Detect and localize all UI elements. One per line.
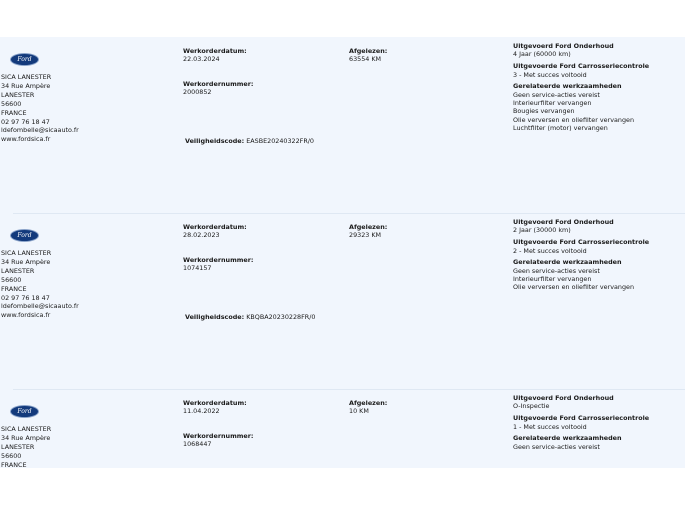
security-code-value: KBQBA20230228FR/0: [246, 313, 316, 321]
maintenance-value: O-Inspectie: [513, 402, 550, 411]
record-divider: [13, 389, 685, 390]
related-work-label: Gerelateerde werkzaamheden: [513, 434, 622, 443]
service-record: [0, 389, 685, 468]
maintenance-label: Uitgevoerd Ford Onderhoud: [513, 394, 614, 402]
related-work-item: Interieurfilter vervangen: [513, 275, 592, 284]
dealer-name: SICA LANESTER: [1, 249, 52, 257]
service-record: [0, 213, 685, 389]
record-divider: [13, 213, 685, 214]
odometer-value: 63554 KM: [349, 55, 382, 64]
security-code-value: EASBE20240322FR/0: [246, 137, 314, 145]
body-check-label: Uitgevoerde Ford Carrosseriecontrole: [513, 414, 650, 423]
work-order-date-value: 28.02.2023: [183, 231, 220, 240]
related-work-item: Interieurfilter vervangen: [513, 99, 592, 108]
dealer-country: FRANCE: [1, 460, 27, 468]
body-check-value: 1 - Met succes voltooid: [513, 422, 587, 431]
dealer-address: [1, 425, 51, 468]
dealer-address: [1, 249, 79, 320]
work-order-number-label: Werkordernummer:: [183, 80, 254, 88]
service-details: [513, 42, 649, 136]
related-work-item: Geen service-acties vereist: [513, 266, 600, 275]
dealer-country: FRANCE: [1, 284, 27, 293]
body-check-value: 3 - Met succes voltooid: [513, 70, 587, 79]
related-work-item: Geen service-acties vereist: [513, 90, 600, 99]
related-work-item: Geen service-acties vereist: [513, 442, 600, 451]
dealer-email: ldefombelle@sicaauto.fr: [1, 302, 79, 311]
work-order-date-label: Werkorderdatum:: [183, 223, 247, 231]
dealer-website: www.fordsica.fr: [1, 311, 51, 320]
work-order-date-value: 22.03.2024: [183, 55, 220, 64]
body-check-label: Uitgevoerde Ford Carrosseriecontrole: [513, 62, 650, 71]
work-order-number-value: 1068447: [183, 440, 212, 449]
work-order-date: [183, 223, 247, 240]
odometer-value: 29323 KM: [349, 231, 382, 240]
dealer-city: LANESTER: [1, 442, 35, 451]
odometer-label: Afgelezen:: [349, 223, 388, 231]
related-work-item: Olie verversen en oliefilter vervangen: [513, 115, 635, 124]
related-work-item: Bougies vervangen: [513, 107, 575, 116]
work-order-number-label: Werkordernummer:: [183, 432, 254, 440]
work-order-number: [183, 432, 253, 449]
security-code-label: Veiligheidscode:: [185, 137, 245, 145]
body-check-label: Uitgevoerde Ford Carrosseriecontrole: [513, 238, 650, 247]
odometer-value: 10 KM: [349, 407, 369, 416]
service-details: [513, 394, 649, 454]
dealer-phone: 02 97 76 18 47: [1, 117, 50, 126]
related-work-item: Luchtfilter (motor) vervangen: [513, 124, 608, 133]
odometer: [349, 399, 387, 416]
ford-logo-icon: Ford: [10, 405, 39, 418]
related-work-label: Gerelateerde werkzaamheden: [513, 258, 622, 267]
dealer-name: SICA LANESTER: [1, 73, 52, 81]
maintenance-label: Uitgevoerd Ford Onderhoud: [513, 42, 614, 50]
dealer-phone: 02 97 76 18 47: [1, 293, 50, 302]
dealer-name: SICA LANESTER: [1, 425, 52, 433]
maintenance-label: Uitgevoerd Ford Onderhoud: [513, 218, 614, 226]
maintenance-value: 4 Jaar (60000 km): [513, 50, 571, 59]
ford-logo-icon: Ford: [10, 53, 39, 66]
body-check-value: 2 - Met succes voltooid: [513, 246, 587, 255]
dealer-website: www.fordsica.fr: [1, 135, 51, 144]
service-details: [513, 218, 649, 295]
odometer: [349, 47, 387, 64]
work-order-number-value: 2000852: [183, 88, 212, 97]
dealer-city: LANESTER: [1, 266, 35, 275]
security-code: [185, 313, 315, 321]
work-order-date: [183, 47, 247, 64]
odometer-label: Afgelezen:: [349, 47, 388, 55]
security-code: [185, 137, 314, 145]
dealer-postcode: 56600: [1, 451, 22, 460]
dealer-city: LANESTER: [1, 90, 35, 99]
work-order-number-label: Werkordernummer:: [183, 256, 254, 264]
maintenance-value: 2 Jaar (30000 km): [513, 226, 571, 235]
dealer-country: FRANCE: [1, 108, 27, 117]
work-order-number-value: 1074157: [183, 264, 212, 273]
dealer-address: [1, 73, 79, 144]
dealer-postcode: 56600: [1, 99, 22, 108]
related-work-label: Gerelateerde werkzaamheden: [513, 82, 622, 91]
work-order-number: [183, 256, 253, 273]
odometer-label: Afgelezen:: [349, 399, 388, 407]
dealer-email: ldefombelle@sicaauto.fr: [1, 126, 79, 135]
work-order-date-value: 11.04.2022: [183, 407, 220, 416]
dealer-postcode: 56600: [1, 275, 22, 284]
odometer: [349, 223, 387, 240]
dealer-street: 34 Rue Ampère: [1, 257, 51, 266]
security-code-label: Veiligheidscode:: [185, 313, 245, 321]
ford-logo-icon: Ford: [10, 229, 39, 242]
service-record: [0, 37, 685, 213]
dealer-street: 34 Rue Ampère: [1, 81, 51, 90]
dealer-street: 34 Rue Ampère: [1, 433, 51, 442]
work-order-date: [183, 399, 247, 416]
work-order-number: [183, 80, 253, 97]
work-order-date-label: Werkorderdatum:: [183, 47, 247, 55]
service-history-list[interactable]: [0, 37, 685, 468]
work-order-date-label: Werkorderdatum:: [183, 399, 247, 407]
related-work-item: Olie verversen en oliefilter vervangen: [513, 283, 635, 292]
